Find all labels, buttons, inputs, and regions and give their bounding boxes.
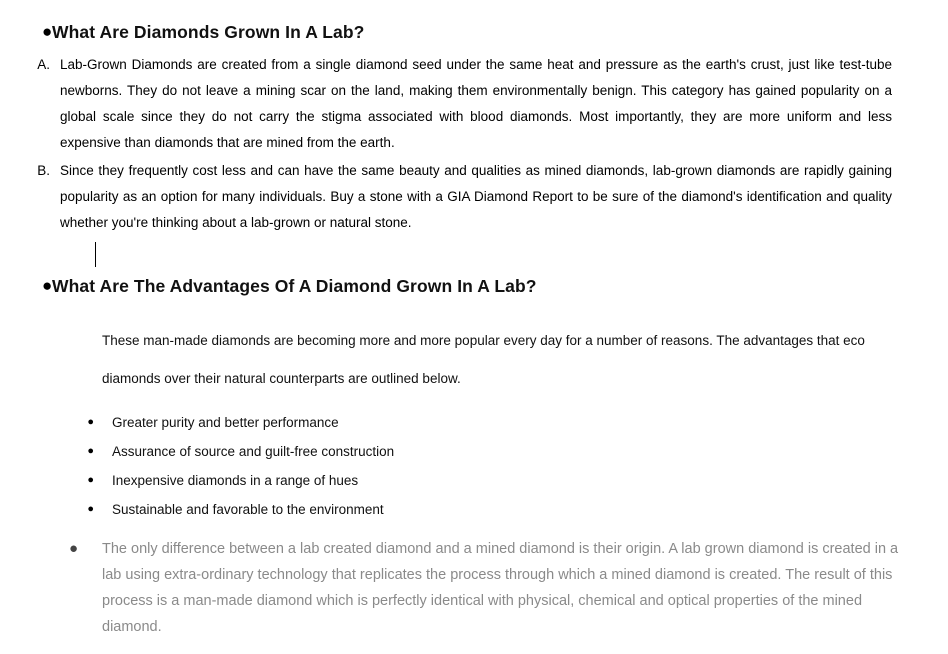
list-item-text: Since they frequently cost less and can have the same beauty and qualities as mined diamonds, lab-grown diamonds are rapidly gaining popularity as an option for many individuals. Buy a stone with a GIA Diamond Report to be sure of the diamond's identification and quality whether you're thinking about a lab-grown or natural stone. [60,163,892,230]
list-marker: A. [37,57,50,72]
bullet-icon: ● [87,503,94,515]
advantages-list [30,412,918,520]
page-heading-2: What Are The Advantages Of A Diamond Grown In A Lab? [52,276,537,296]
list-item [30,412,918,433]
bullet-icon: ● [87,416,94,428]
list-marker: B. [37,163,50,178]
list-item [30,441,918,462]
list-item [30,499,918,520]
list-item [30,470,918,491]
closing-paragraph-block [30,536,918,640]
lettered-list [30,52,918,236]
closing-paragraph-text: The only difference between a lab created diamond and a mined diamond is their origin. A lab grown diamond is created in a lab using extra-ordinary technology that replicates the process through which a mined diamond is created. The result of this process is a man-made diamond which is perfectly identical with physical, chemical and optical properties of the mined diamond. [102,541,899,635]
page-heading-1: What Are Diamonds Grown In A Lab? [52,22,365,42]
text-cursor-line[interactable] [30,238,918,272]
list-item-text: Greater purity and better performance [112,415,339,430]
intro-paragraph: These man-made diamonds are becoming more and more popular every day for a number of reasons. The advantages that eco diamonds over their natural counterparts are outlined below. [102,333,865,386]
list-item [30,158,918,236]
list-item-text: Inexpensive diamonds in a range of hues [112,473,359,488]
bullet-icon: ● [68,540,78,557]
text-caret [95,242,96,267]
list-item-text: Assurance of source and guilt-free construction [112,444,395,459]
heading-block-1 [30,18,918,46]
bullet-icon: ● [87,474,94,486]
list-item-text: Sustainable and favorable to the environment [112,502,384,517]
list-item [30,52,918,156]
bullet-icon: ● [42,276,53,295]
list-item-text: Lab-Grown Diamonds are created from a single diamond seed under the same heat and pressure as the earth's crust, just like test-tube newborns. They do not leave a mining scar on the land, making them environmentally benign. This category has gained popularity on a global scale since they do not carry the stigma associated with blood diamonds. Most importantly, they are more uniform and less expensive than diamonds that are mined from the earth. [60,57,892,150]
bullet-icon: ● [42,22,53,41]
heading-block-2 [30,272,918,300]
bullet-icon: ● [87,445,94,457]
